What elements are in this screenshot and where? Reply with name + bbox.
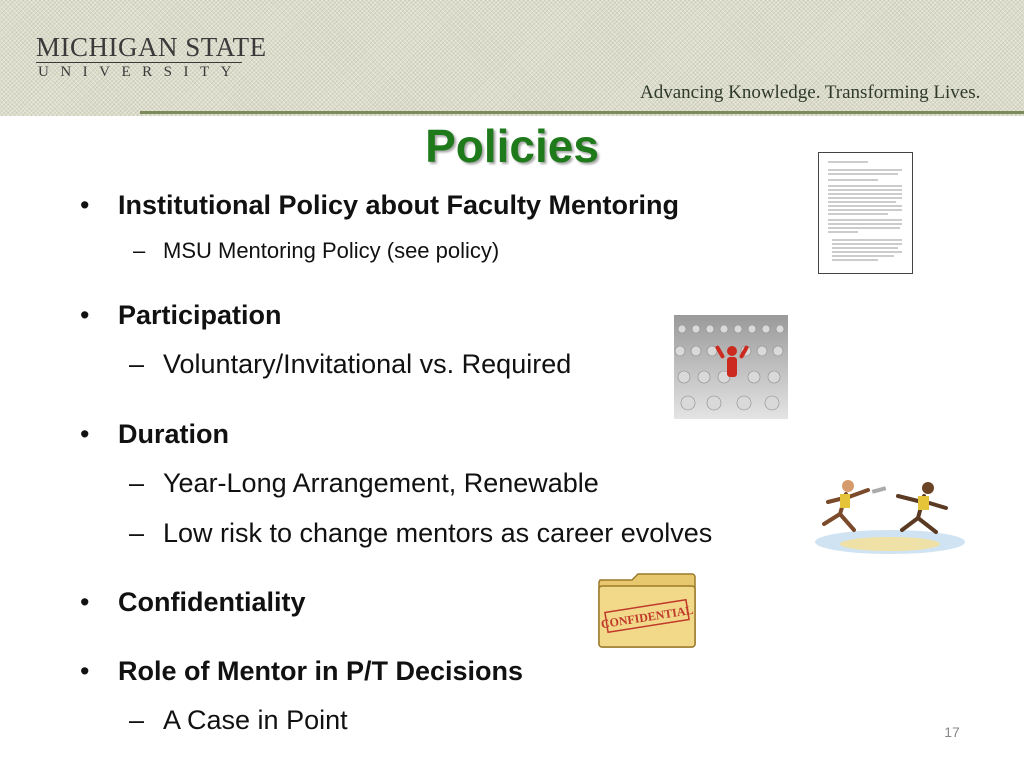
tagline: Advancing Knowledge. Transforming Lives. (640, 82, 981, 103)
policy-document-image (818, 152, 913, 279)
bullet-label: Institutional Policy about Faculty Mentoring (118, 190, 680, 220)
banner-divider (140, 111, 1024, 114)
bullet-dot: • (80, 300, 90, 330)
sub-bullet-text: MSU Mentoring Policy (see policy) (163, 238, 500, 263)
confidential-folder-image (596, 570, 698, 655)
sub-bullet-dash: – (129, 468, 145, 498)
bullet-dot: • (80, 656, 90, 686)
slide-number: 17 (944, 724, 960, 740)
bullet-dot: • (80, 419, 90, 449)
sub-bullet-dash: – (129, 518, 145, 548)
sub-bullet (129, 349, 572, 380)
bullet-confidentiality (80, 587, 306, 618)
sub-bullet-text: Voluntary/Invitational vs. Required (163, 349, 572, 379)
bullet-participation (80, 300, 282, 331)
bullet-duration (80, 419, 229, 450)
slide-title: Policies (425, 120, 599, 172)
crowd-red-figure-image (674, 315, 788, 424)
bullet-dot: • (80, 587, 90, 617)
bullet-label: Participation (118, 300, 282, 330)
bullet-label: Duration (118, 419, 229, 449)
bullet-dot: • (80, 190, 90, 220)
sub-bullet-dash: – (129, 349, 145, 379)
sub-bullet (129, 518, 713, 549)
sub-bullet (133, 238, 500, 264)
sub-bullet-dash: – (129, 705, 145, 735)
university-logo-line2: UNIVERSITY (38, 64, 243, 80)
sub-bullet-dash: – (133, 238, 146, 263)
sub-bullet (129, 468, 599, 499)
bullet-label: Role of Mentor in P/T Decisions (118, 656, 524, 686)
sub-bullet-text: Low risk to change mentors as career evolves (163, 518, 713, 548)
logo-rule (36, 62, 242, 63)
bullet-policy (80, 190, 680, 221)
university-logo-line1: MICHIGAN STATE (36, 32, 267, 62)
relay-runners-image (810, 468, 972, 561)
sub-bullet-text: Year-Long Arrangement, Renewable (163, 468, 599, 498)
bullet-label: Confidentiality (118, 587, 306, 617)
bullet-role-of-mentor (80, 656, 524, 687)
folder-stamp-text: CONFIDENTIAL (599, 602, 695, 632)
sub-bullet (129, 705, 348, 736)
sub-bullet-text: A Case in Point (163, 705, 348, 735)
